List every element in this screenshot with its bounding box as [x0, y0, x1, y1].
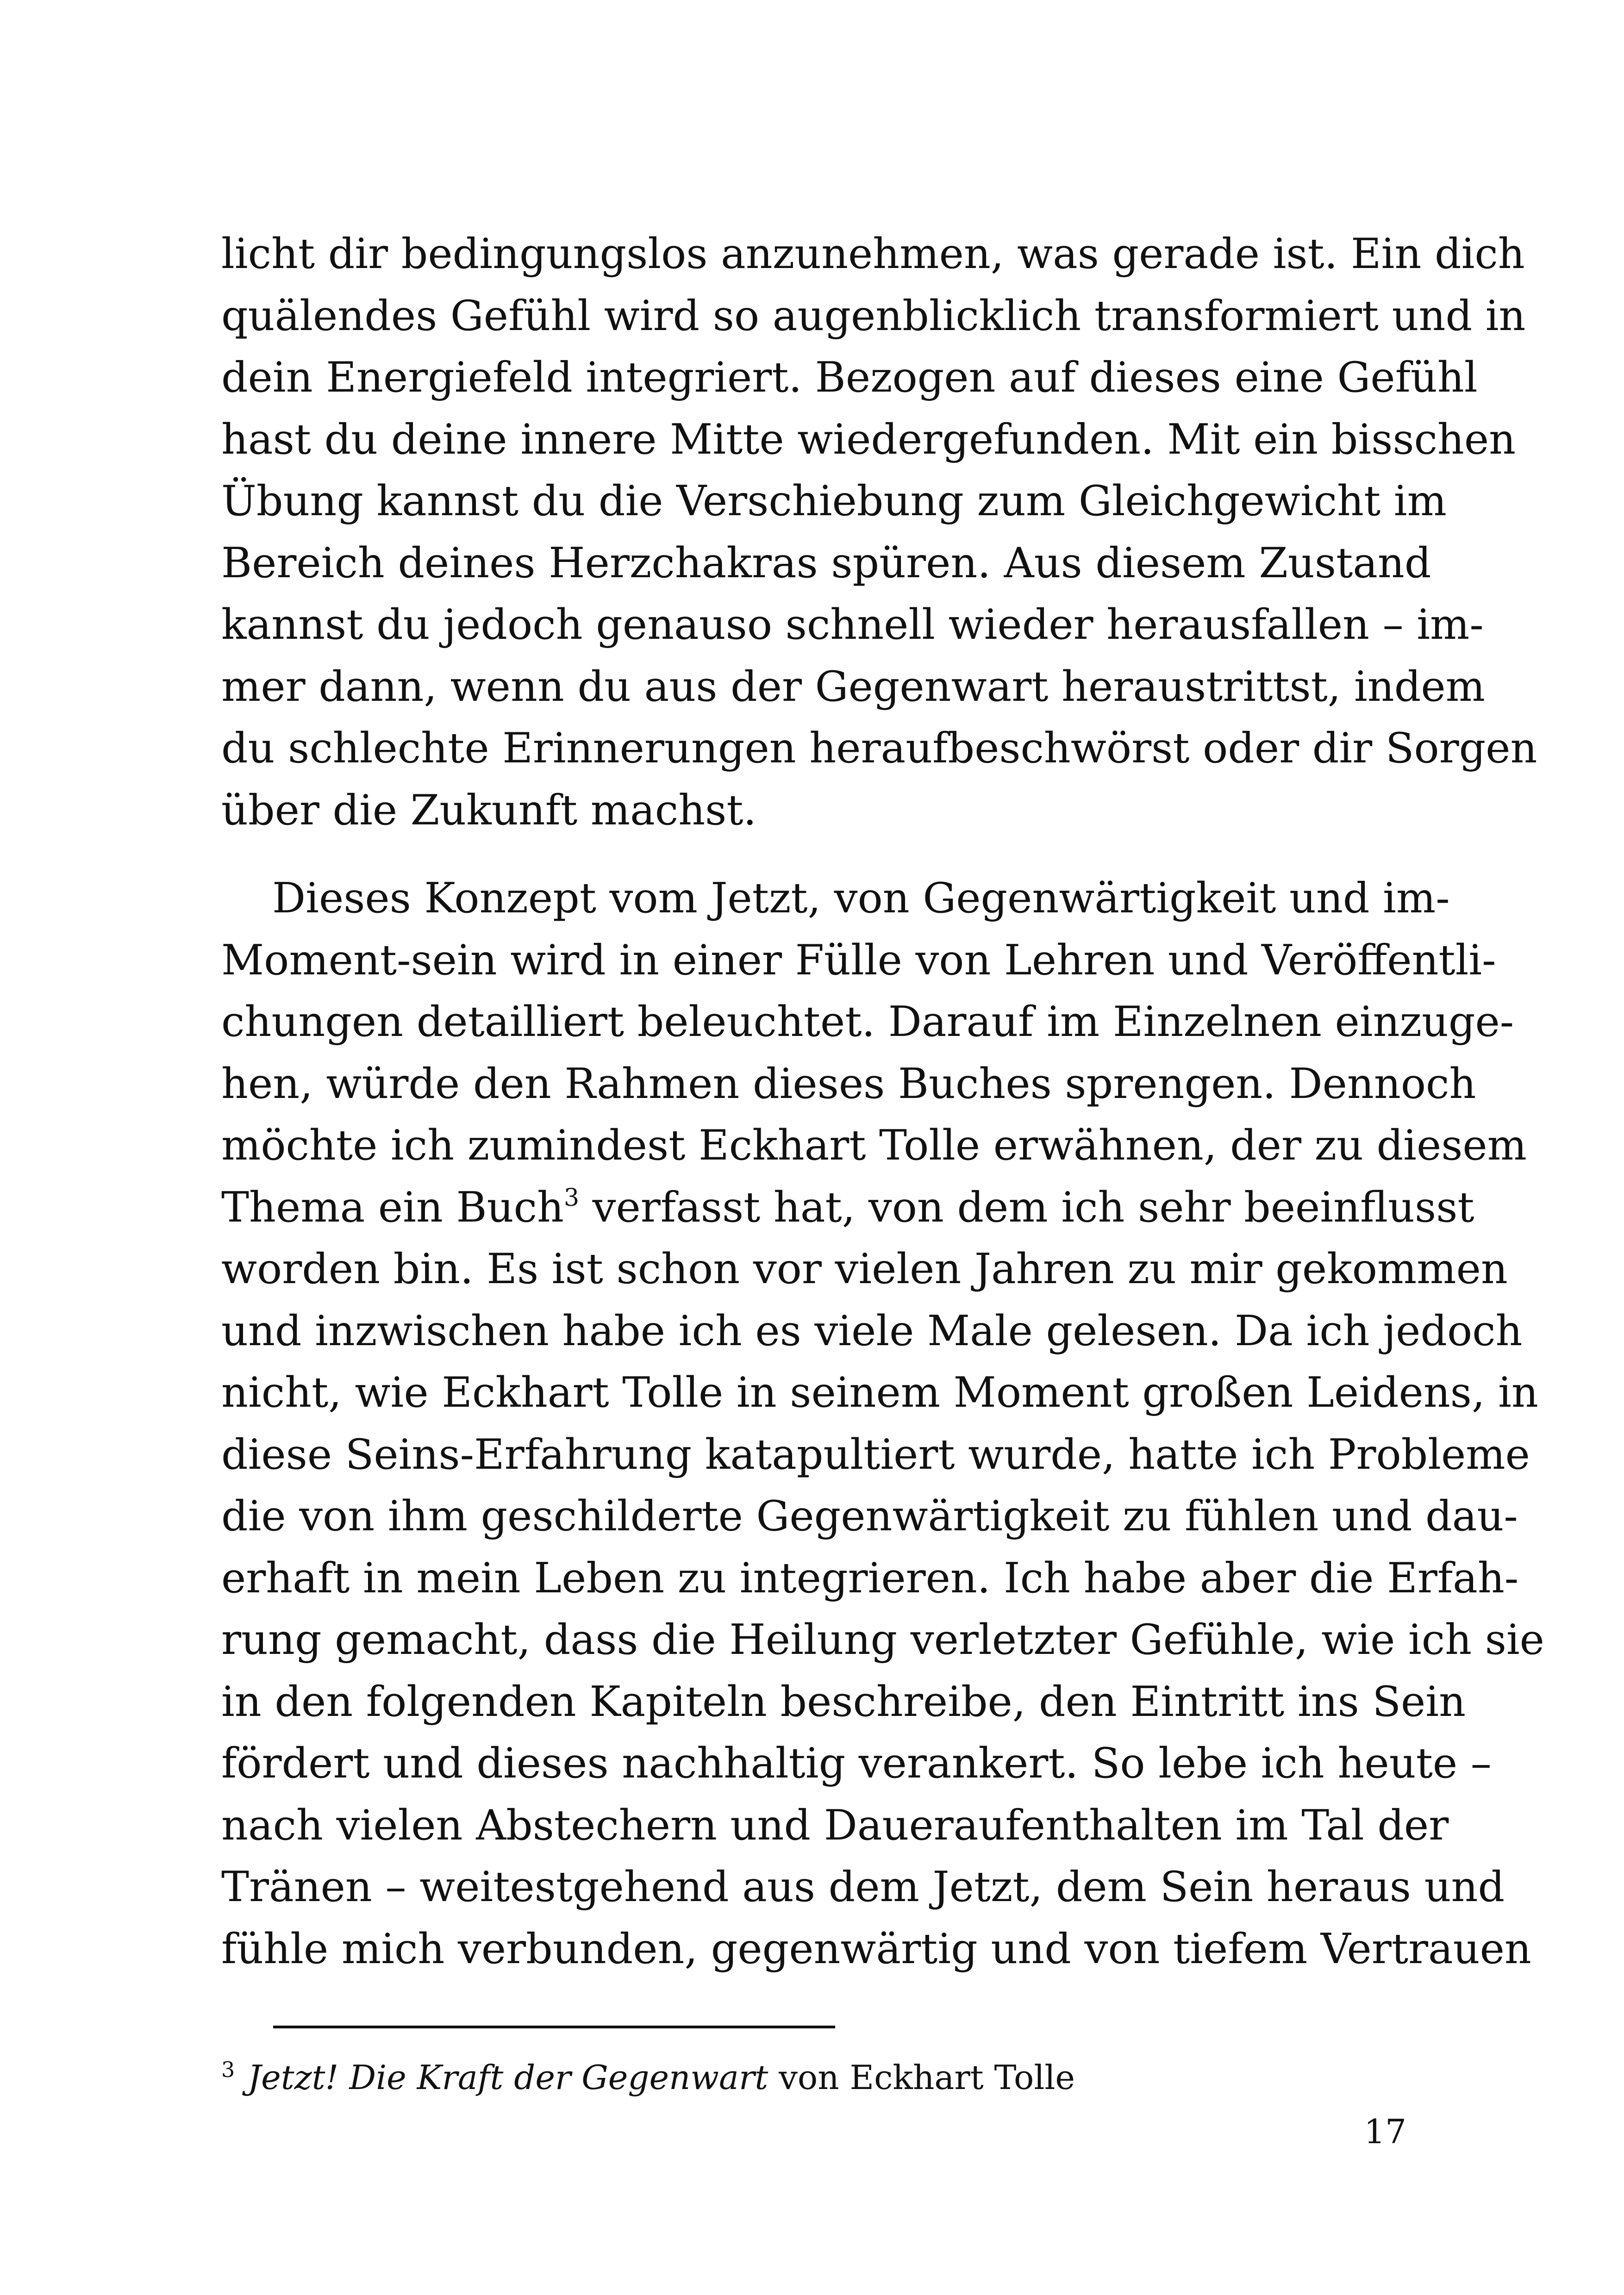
text-line: hen, würde den Rahmen dieses Buches sprengen. Dennoch [221, 1059, 1476, 1108]
text-line: möchte ich zumindest Eckhart Tolle erwähnen, der zu diesem [221, 1121, 1527, 1170]
text-line: die von ihm geschilderte Gegenwärtigkeit zu fühlen und dau- [221, 1492, 1518, 1540]
footnote-divider [273, 2026, 835, 2028]
text-line: Dieses Konzept vom Jetzt, von Gegenwärtigkeit und im- [272, 874, 1450, 923]
paragraph-1 [221, 223, 1537, 841]
text-segment: Thema ein Buch [221, 1183, 564, 1232]
text-line: Übung kannst du die Verschiebung zum Gleichgewicht im [221, 477, 1447, 525]
text-segment: verfasst hat, von dem ich sehr beeinflusst [579, 1183, 1474, 1232]
text-line: worden bin. Es ist schon vor vielen Jahren zu mir gekommen [221, 1245, 1508, 1293]
text-line: und inzwischen habe ich es viele Male gelesen. Da ich jedoch [221, 1306, 1523, 1355]
text-line: licht dir bedingungslos anzunehmen, was gerade ist. Ein dich [221, 230, 1525, 278]
text-line: quälendes Gefühl wird so augenblicklich transformiert und in [221, 291, 1526, 340]
footnote-text: von Eckhart Tolle [768, 2058, 1075, 2097]
footnote [221, 2054, 1075, 2105]
text-line: hast du deine innere Mitte wiedergefunden. Mit ein bisschen [221, 415, 1516, 464]
paragraph-2 [221, 867, 1544, 1980]
text-line: in den folgenden Kapiteln beschreibe, den Eintritt ins Sein [221, 1677, 1466, 1726]
text-line: fördert und dieses nachhaltig verankert. So lebe ich heute – [221, 1739, 1492, 1788]
footnote-mark: 3 [221, 2057, 235, 2082]
footnote-book-title: Jetzt! Die Kraft der Gegenwart [248, 2058, 768, 2097]
text-line: fühle mich verbunden, gegenwärtig und von tiefem Vertrauen [221, 1924, 1531, 1973]
text-line: dein Energiefeld integriert. Bezogen auf dieses eine Gefühl [221, 353, 1478, 402]
text-line: Bereich deines Herzchakras spüren. Aus diesem Zustand [221, 538, 1431, 587]
text-line-with-footnote [221, 1177, 1474, 1239]
text-line: du schlechte Erinnerungen heraufbeschwörst oder dir Sorgen [221, 724, 1537, 773]
footnote-reference: 3 [563, 1184, 580, 1212]
text-line: chungen detailliert beleuchtet. Darauf im Einzelnen einzuge- [221, 998, 1514, 1046]
page-number: 17 [1364, 2112, 1406, 2151]
text-line: diese Seins-Erfahrung katapultiert wurde, hatte ich Probleme [221, 1430, 1530, 1479]
text-line: Moment-sein wird in einer Fülle von Lehren und Veröffentli- [221, 935, 1496, 985]
text-line: mer dann, wenn du aus der Gegenwart heraustrittst, indem [221, 662, 1485, 711]
text-line: über die Zukunft machst. [221, 786, 757, 835]
text-line: erhaft in mein Leben zu integrieren. Ich habe aber die Erfah- [221, 1553, 1519, 1603]
text-line: Tränen – weitestgehend aus dem Jetzt, dem Sein heraus und [221, 1863, 1505, 1911]
text-line: nicht, wie Eckhart Tolle in seinem Moment großen Leidens, in [221, 1368, 1538, 1417]
text-line: rung gemacht, dass die Heilung verletzter Gefühle, wie ich sie [221, 1615, 1544, 1664]
text-line: nach vielen Abstechern und Daueraufenthalten im Tal der [221, 1801, 1449, 1850]
text-line: kannst du jedoch genauso schnell wieder herausfallen – im- [221, 600, 1484, 649]
